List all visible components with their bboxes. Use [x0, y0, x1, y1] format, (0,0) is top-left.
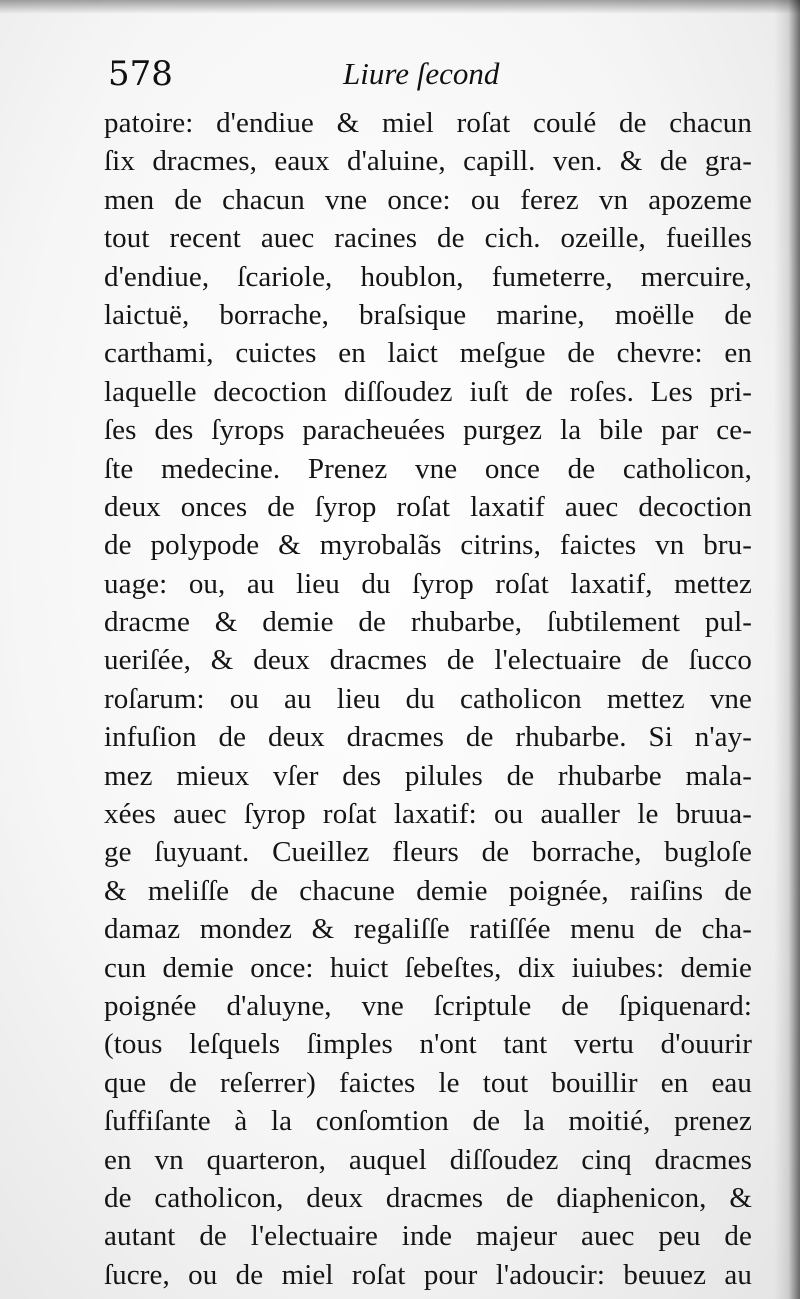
page-top-shadow	[0, 0, 800, 14]
text-line: laictuë, borrache, braſsique marine, moëlle de	[104, 298, 752, 331]
text-line: ueriſée, & deux dracmes de l'electuaire de ſucco	[104, 644, 752, 677]
body-text	[104, 104, 752, 1294]
text-line: mez mieux vſer des pilules de rhubarbe mala-	[104, 759, 752, 792]
text-line: poignée d'aluyne, vne ſcriptule de ſpiquenard:	[104, 989, 752, 1022]
text-line: de catholicon, deux dracmes de diaphenicon, &	[104, 1181, 752, 1214]
text-line: men de chacun vne once: ou ferez vn apozeme	[104, 183, 752, 216]
text-line: xées auec ſyrop roſat laxatif: ou aualler le bruua-	[104, 798, 752, 831]
text-line: de polypode & myrobalãs citrins, faictes vn bru-	[104, 529, 752, 562]
text-line: patoire: d'endiue & miel roſat coulé de chacun	[104, 107, 752, 139]
text-line: laquelle decoction diſſoudez iuſt de roſes. Les pri-	[104, 375, 752, 408]
text-line: infuſion de deux dracmes de rhubarbe. Si n'ay-	[104, 721, 752, 754]
text-line: deux onces de ſyrop roſat laxatif auec decoction	[104, 490, 752, 523]
text-line: roſarum: ou au lieu du catholicon mettez vne	[104, 682, 752, 715]
text-line: uage: ou, au lieu du ſyrop roſat laxatif, mettez	[104, 567, 752, 600]
text-line: autant de l'electuaire inde majeur auec peu de	[104, 1220, 752, 1253]
text-line: dracme & demie de rhubarbe, ſubtilement pul-	[104, 606, 752, 639]
text-line: ſte medecine. Prenez vne once de catholicon,	[104, 452, 752, 485]
text-line: & meliſſe de chacune demie poignée, raiſins de	[104, 874, 752, 907]
text-line: ge ſuyuant. Cueillez fleurs de borrache, bugloſe	[104, 836, 752, 869]
text-line: carthami, cuictes en laict meſgue de chevre: en	[104, 337, 752, 370]
running-title: Liure ſecond	[343, 56, 500, 91]
page-gutter-shadow	[774, 0, 800, 1299]
text-line: (tous leſquels ſimples n'ont tant vertu d'ouurir	[104, 1028, 752, 1061]
text-line: cun demie once: huict ſebeſtes, dix iuiubes: demie	[104, 951, 752, 984]
text-line: ſuffiſante à la conſomtion de la moitié, prenez	[104, 1105, 752, 1138]
text-line: tout recent auec racines de cich. ozeille, fueilles	[104, 222, 752, 255]
text-line: d'endiue, ſcariole, houblon, fumeterre, mercuire,	[104, 260, 752, 293]
page-number: 578	[108, 54, 173, 94]
text-line: que de reſerrer) faictes le tout bouillir en eau	[104, 1066, 752, 1099]
text-line: ſucre, ou de miel roſat pour l'adoucir: beuuez au	[104, 1258, 752, 1291]
text-line: en vn quarteron, auquel diſſoudez cinq dracmes	[104, 1143, 752, 1176]
text-line: ſix dracmes, eaux d'aluine, capill. ven. & de gra-	[104, 145, 752, 178]
text-line: damaz mondez & regaliſſe ratiſſée menu de cha-	[104, 913, 752, 946]
page-header	[108, 54, 748, 104]
text-line: ſes des ſyrops paracheuées purgez la bile par ce-	[104, 414, 752, 447]
